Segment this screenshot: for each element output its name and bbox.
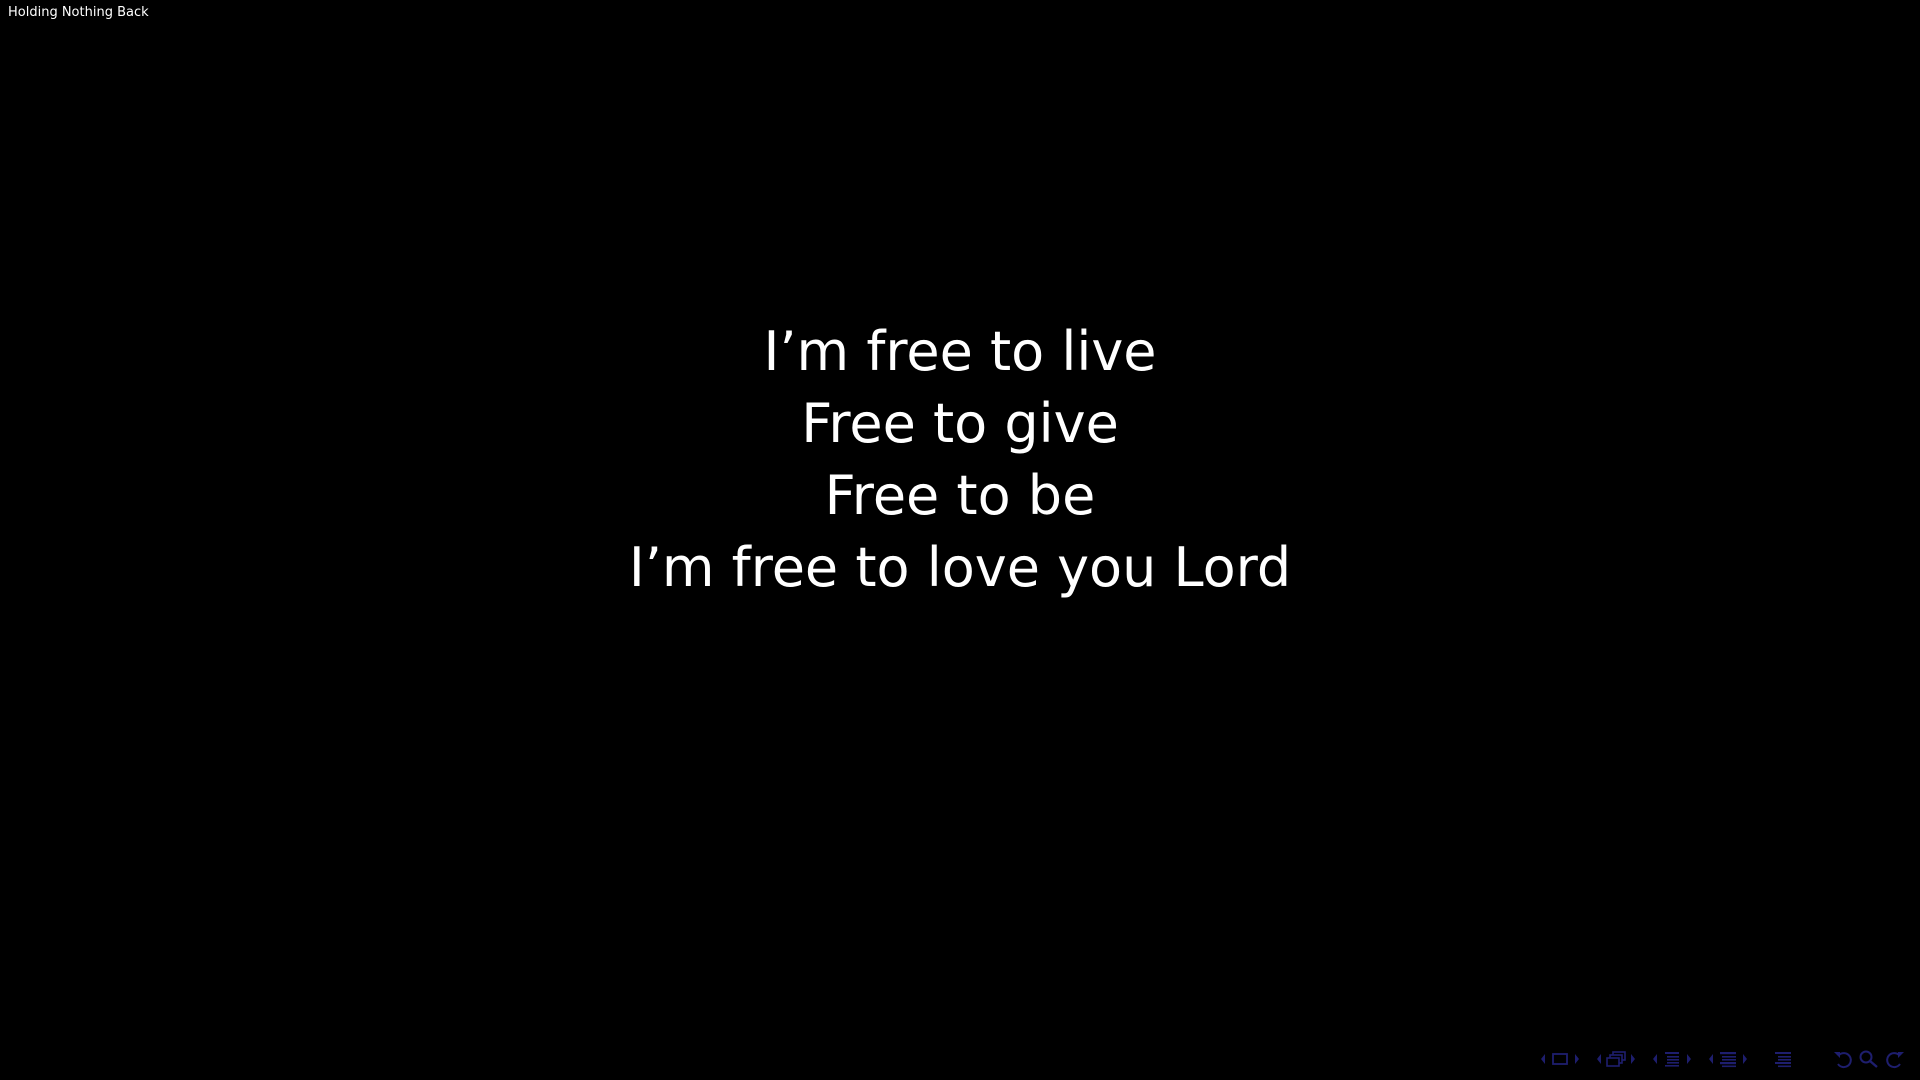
frame-icon xyxy=(1551,1052,1569,1066)
previous-slide-button[interactable] xyxy=(1594,1049,1604,1069)
slide-button[interactable] xyxy=(1604,1049,1628,1069)
next-frame-button[interactable] xyxy=(1572,1049,1582,1069)
subsection-button[interactable] xyxy=(1660,1049,1684,1069)
next-slide-button[interactable] xyxy=(1628,1049,1638,1069)
chevron-left-icon xyxy=(1651,1053,1659,1065)
subsection-icon xyxy=(1662,1050,1682,1068)
chevron-right-icon xyxy=(1685,1053,1693,1065)
chevron-left-icon xyxy=(1707,1053,1715,1065)
chevron-right-icon xyxy=(1741,1053,1749,1065)
previous-subsection-button[interactable] xyxy=(1650,1049,1660,1069)
next-section-button[interactable] xyxy=(1740,1049,1750,1069)
chevron-left-icon xyxy=(1595,1053,1603,1065)
search-icon xyxy=(1858,1049,1880,1069)
section-navigation xyxy=(1706,1049,1750,1069)
chevron-left-icon xyxy=(1539,1053,1547,1065)
search-button[interactable] xyxy=(1856,1048,1882,1070)
frame-button[interactable] xyxy=(1548,1049,1572,1069)
frame-navigation xyxy=(1538,1049,1582,1069)
slide-navigation xyxy=(1594,1049,1638,1069)
forward-icon xyxy=(1884,1049,1906,1069)
back-button[interactable] xyxy=(1830,1048,1856,1070)
appendix-button[interactable] xyxy=(1770,1048,1796,1070)
section-icon xyxy=(1718,1050,1738,1068)
subsection-navigation xyxy=(1650,1049,1694,1069)
lyric-line: Free to be xyxy=(824,464,1096,527)
next-subsection-button[interactable] xyxy=(1684,1049,1694,1069)
appendix-icon xyxy=(1773,1050,1793,1068)
lyric-line: Free to give xyxy=(801,392,1119,455)
section-button[interactable] xyxy=(1716,1049,1740,1069)
forward-button[interactable] xyxy=(1882,1048,1908,1070)
chevron-right-icon xyxy=(1629,1053,1637,1065)
chevron-right-icon xyxy=(1573,1053,1581,1065)
navigation-bar xyxy=(1526,1048,1908,1070)
previous-section-button[interactable] xyxy=(1706,1049,1716,1069)
navigation-tools xyxy=(1770,1048,1908,1070)
lyric-line: I’m free to love you Lord xyxy=(628,536,1292,599)
back-icon xyxy=(1832,1049,1854,1069)
slide-stack-icon xyxy=(1604,1050,1628,1068)
lyric-line: I’m free to live xyxy=(763,320,1157,383)
slide-title: Holding Nothing Back xyxy=(8,5,149,20)
lyrics-block xyxy=(0,316,1920,604)
previous-frame-button[interactable] xyxy=(1538,1049,1548,1069)
